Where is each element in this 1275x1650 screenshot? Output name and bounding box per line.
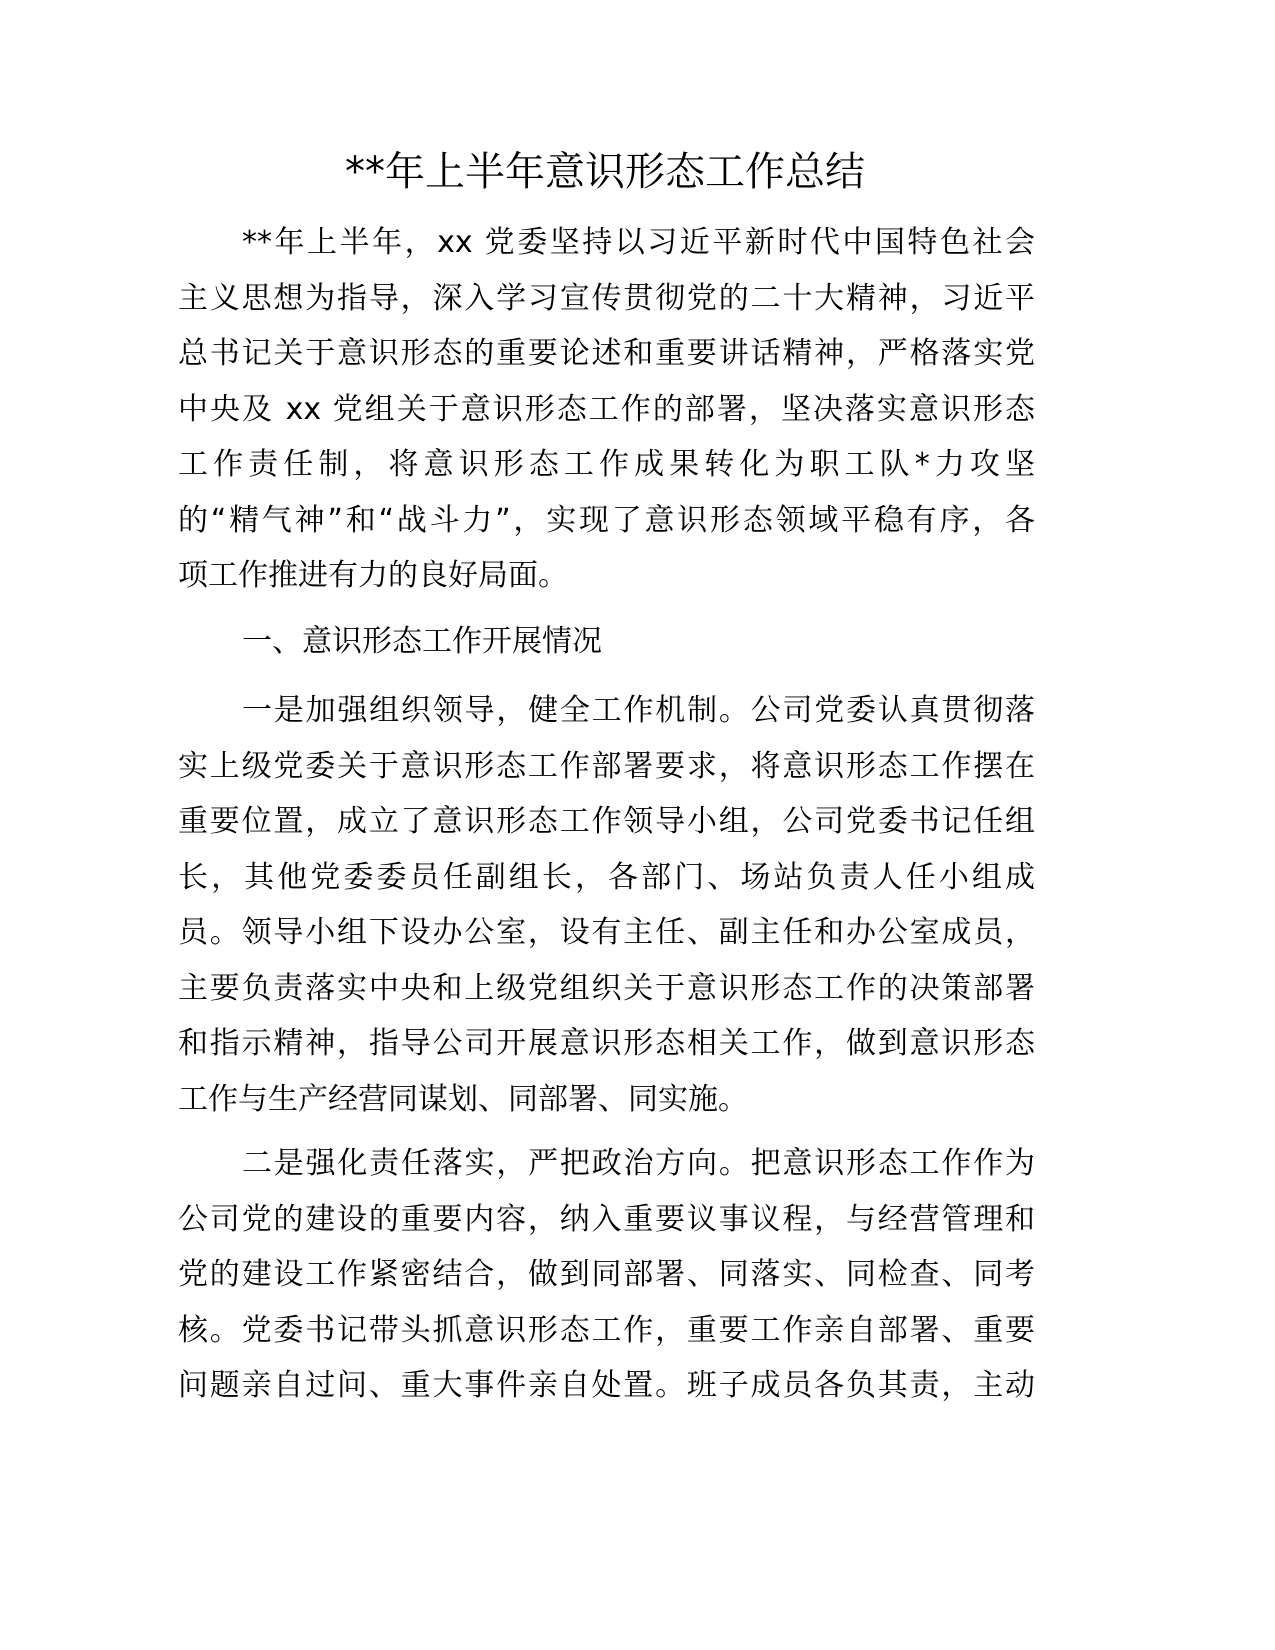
paragraph-line: 主义思想为指导，深入学习宣传贯彻党的二十大精神，习近平 bbox=[178, 280, 1035, 316]
paragraph-line: 总书记关于意识形态的重要论述和重要讲话精神，严格落实党 bbox=[178, 336, 1035, 371]
paragraph-line: 和指示精神，指导公司开展意识形态相关工作，做到意识形态 bbox=[178, 1026, 1035, 1061]
document-title: **年上半年意识形态工作总结 bbox=[345, 149, 865, 195]
paragraph-line: 实上级党委关于意识形态工作部署要求，将意识形态工作摆在 bbox=[178, 748, 1035, 784]
paragraph-line: 项工作推进有力的良好局面。 bbox=[178, 558, 568, 593]
paragraph-line: 核。党委书记带头抓意识形态工作，重要工作亲自部署、重要 bbox=[178, 1312, 1035, 1348]
paragraph-line: 问题亲自过问、重大事件亲自处置。班子成员各负其责，主动 bbox=[178, 1368, 1035, 1403]
paragraph-line: 工作责任制，将意识形态工作成果转化为职工队*力攻坚 bbox=[178, 447, 1035, 482]
paragraph-line: 工作与生产经营同谋划、同部署、同实施。 bbox=[178, 1081, 748, 1117]
paragraph-line: 长，其他党委委员任副组长，各部门、场站负责人任小组成 bbox=[178, 859, 1035, 895]
paragraph-line: 党的建设工作紧密结合，做到同部署、同落实、同检查、同考 bbox=[178, 1257, 1035, 1292]
paragraph-line: 公司党的建设的重要内容，纳入重要议事议程，与经营管理和 bbox=[178, 1201, 1035, 1237]
paragraph-line: 员。领导小组下设办公室，设有主任、副主任和办公室成员， bbox=[178, 915, 1035, 950]
paragraph-line: 一是加强组织领导，健全工作机制。公司党委认真贯彻落 bbox=[242, 693, 1035, 728]
paragraph-line: 重要位置，成立了意识形态工作领导小组，公司党委书记任组 bbox=[178, 804, 1035, 839]
section-heading: 一、意识形态工作开展情况 bbox=[242, 624, 602, 659]
paragraph-line: 主要负责落实中央和上级党组织关于意识形态工作的决策部署 bbox=[178, 970, 1035, 1006]
paragraph-line: **年上半年，xx 党委坚持以习近平新时代中国特色社会 bbox=[242, 225, 1035, 260]
paragraph-line: 的“精气神”和“战斗力”，实现了意识形态领域平稳有序，各 bbox=[178, 502, 1035, 538]
paragraph-line: 中央及 xx 党组关于意识形态工作的部署，坚决落实意识形态 bbox=[178, 391, 1035, 427]
paragraph-line: 二是强化责任落实，严把政治方向。把意识形态工作作为 bbox=[242, 1146, 1035, 1181]
